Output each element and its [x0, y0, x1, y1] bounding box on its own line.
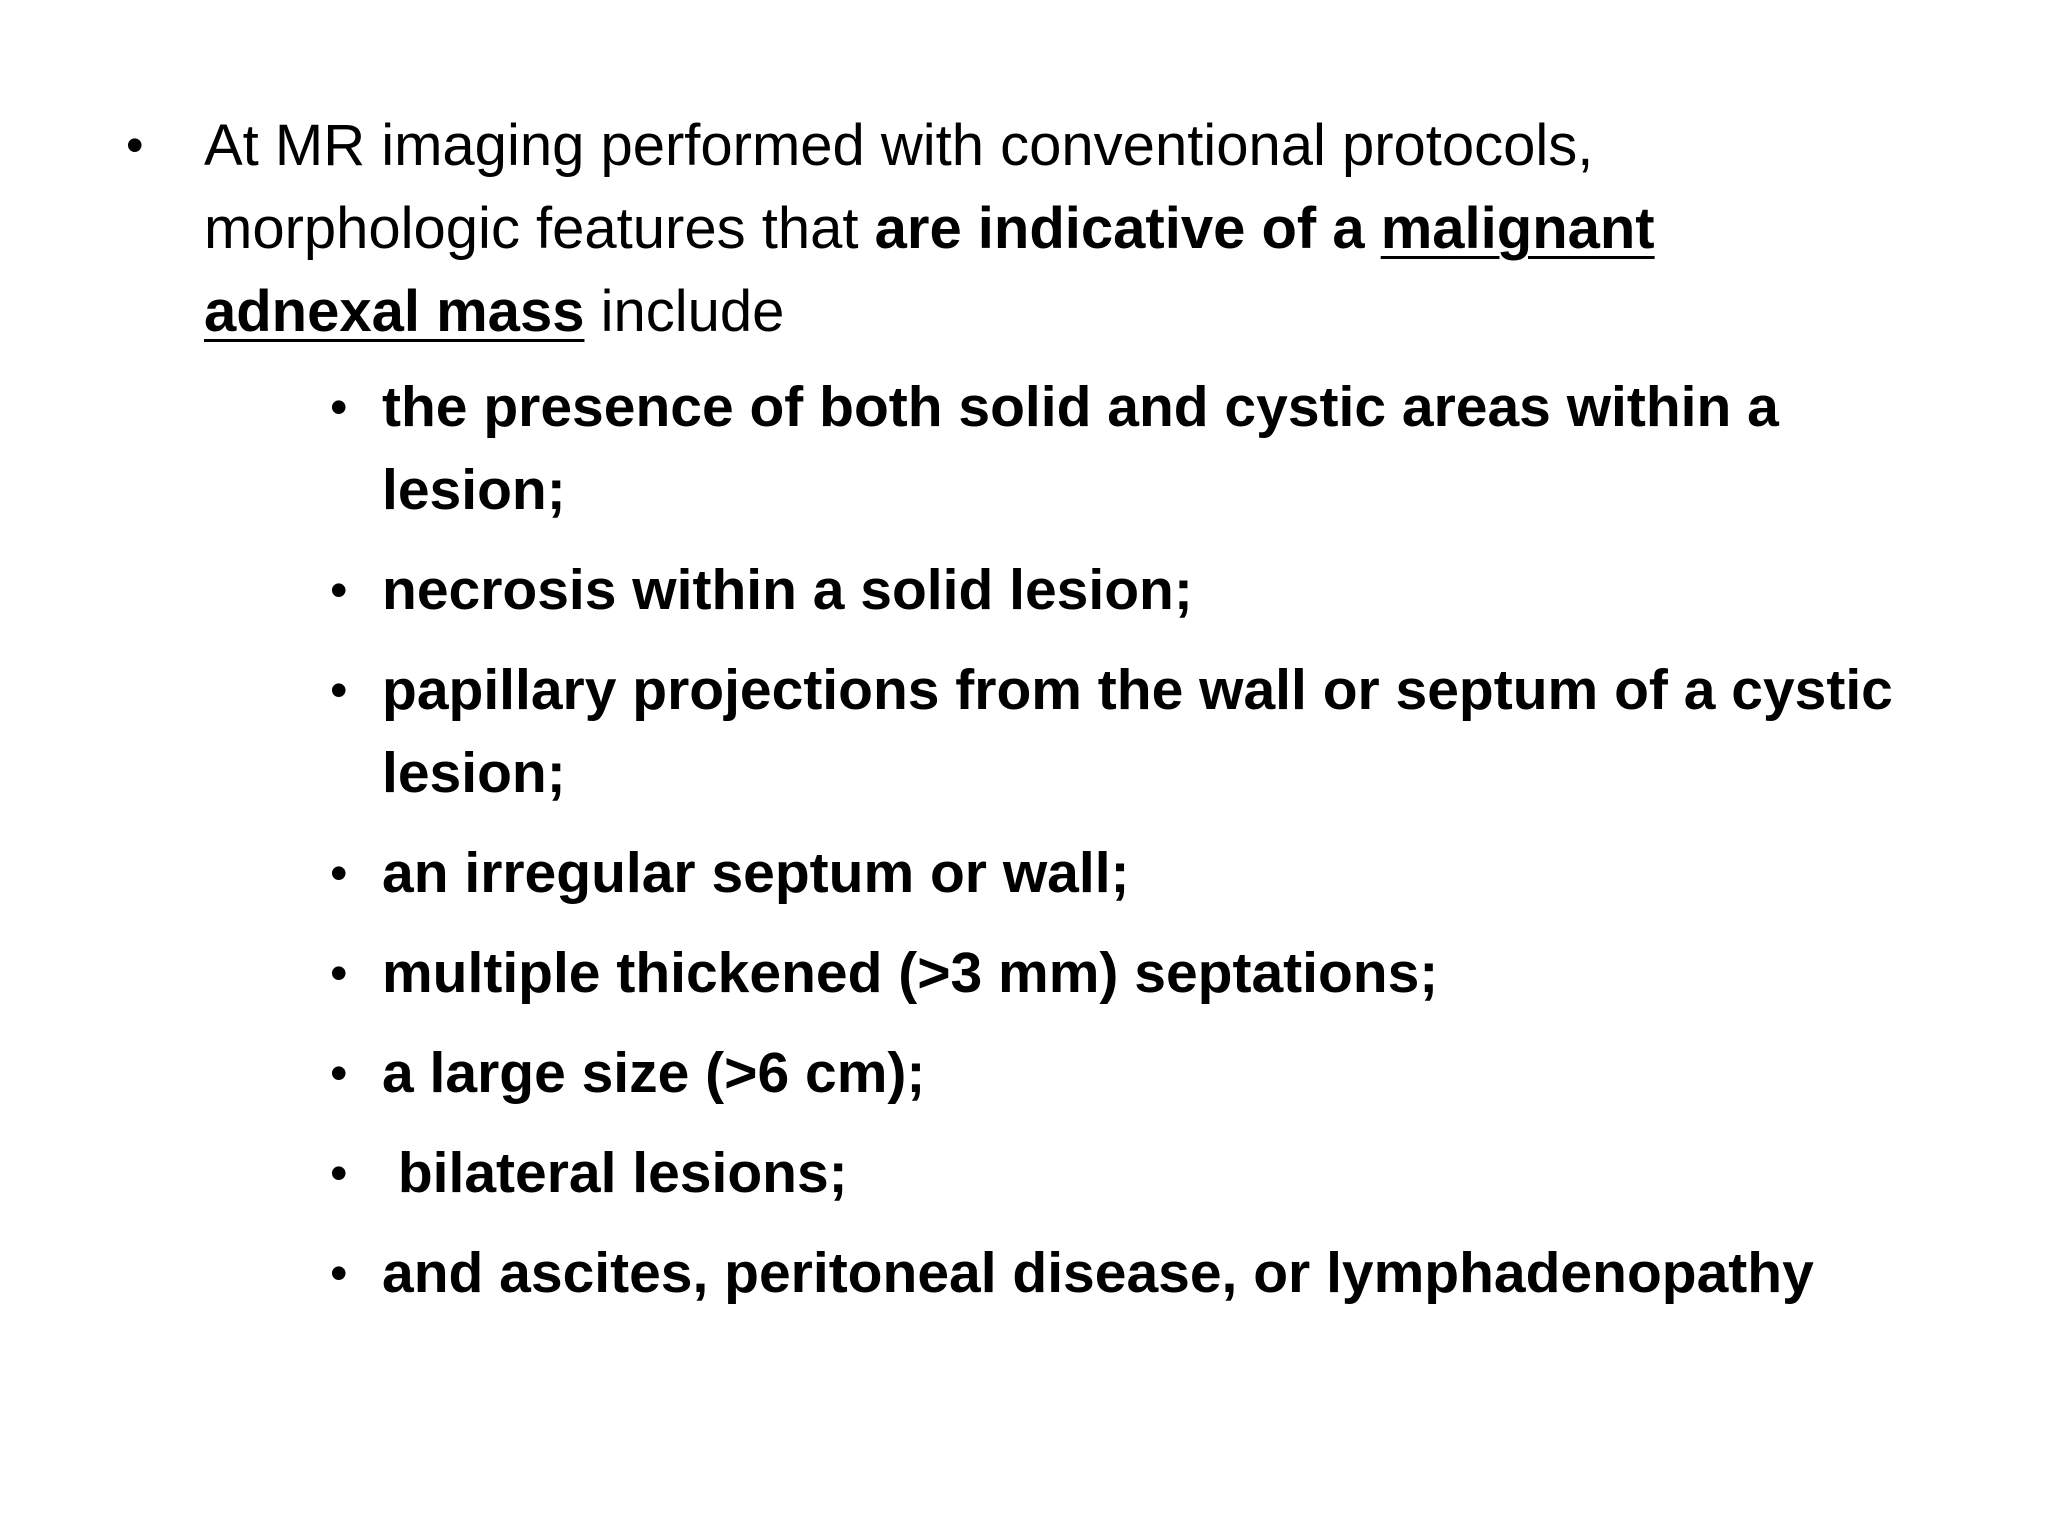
list-item — [330, 1232, 1930, 1315]
intro-text: At MR imaging performed with conventional protocols, morphologic features that — [204, 113, 1594, 261]
list-item — [330, 1032, 1930, 1115]
bullet-dot: • — [330, 1245, 348, 1301]
feature-list — [330, 366, 1930, 1332]
list-item-text: a large size (>6 cm); — [382, 1041, 926, 1105]
bullet-dot: • — [126, 117, 144, 173]
list-item-text: papillary projections from the wall or septum of a cystic lesion; — [382, 658, 1893, 805]
bullet-dot: • — [330, 1145, 348, 1201]
list-item — [330, 366, 1930, 532]
main-bullet-text — [204, 104, 1874, 353]
bullet-dot: • — [330, 1045, 348, 1101]
list-item — [330, 549, 1930, 632]
list-item-text: bilateral lesions; — [382, 1141, 848, 1205]
list-item-text: multiple thickened (>3 mm) septations; — [382, 941, 1439, 1005]
bullet-dot: • — [330, 562, 348, 618]
list-item-text: the presence of both solid and cystic areas within a lesion; — [382, 375, 1779, 522]
bullet-dot: • — [330, 379, 348, 435]
intro-emphasis-text: malignant adnexal mass — [204, 196, 1655, 344]
bullet-dot: • — [330, 945, 348, 1001]
list-item — [330, 932, 1930, 1015]
list-item — [330, 1132, 1930, 1215]
list-item-text: and ascites, peritoneal disease, or lymphadenopathy — [382, 1241, 1814, 1305]
bullet-dot: • — [330, 662, 348, 718]
intro-bold-text: are indicative of a — [874, 196, 1381, 261]
list-item-text: an irregular septum or wall; — [382, 841, 1130, 905]
list-item — [330, 832, 1930, 915]
list-item-text: necrosis within a solid lesion; — [382, 558, 1193, 622]
intro-tail-text: include — [584, 279, 785, 344]
list-item — [330, 649, 1930, 815]
bullet-dot: • — [330, 845, 348, 901]
